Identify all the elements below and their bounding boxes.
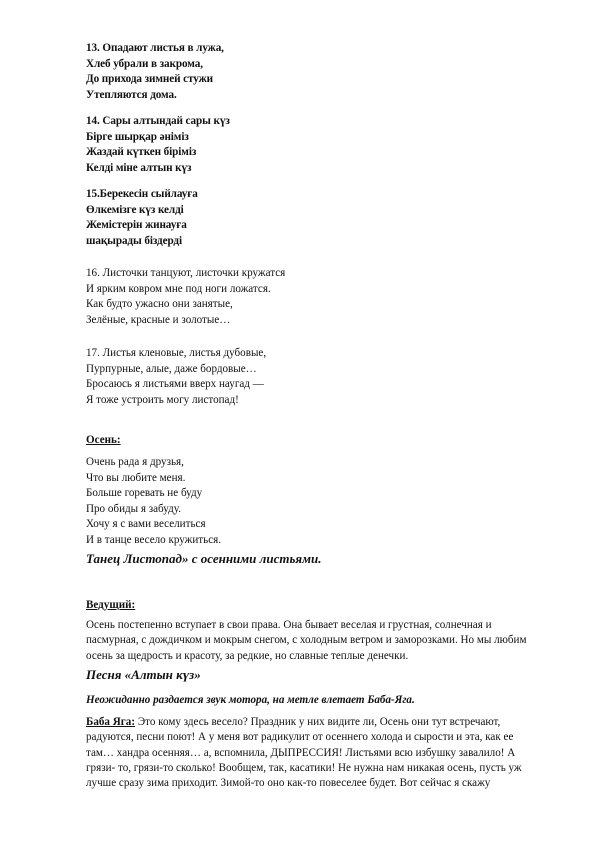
osen-verse <box>86 455 221 549</box>
speaker-label-vedushchiy <box>86 598 135 614</box>
stanza-line: И ярким ковром мне под ноги ложатся. <box>86 282 271 295</box>
poem-stanza-16 <box>86 266 285 328</box>
stanza-line: 16. Листочки танцуют, листочки кружатся <box>86 267 286 279</box>
dance-heading: Танец Листопад» с осенними листьями. <box>86 551 322 566</box>
poem-stanza-15 <box>86 187 198 249</box>
stanza-line: Бросаюсь я листьями вверх наугад — <box>86 378 264 391</box>
speaker-label: Осень: <box>86 434 121 446</box>
stanza-line: 13. Опадают листья в лужа, <box>86 42 224 54</box>
stanza-line: 15.Берекесін сыйлауға <box>86 188 198 200</box>
speaker-label: Ведущий: <box>86 599 136 611</box>
baba-yaga-paragraph <box>86 715 531 791</box>
stanza-line: 17. Листья кленовые, листья дубовые, <box>86 347 267 359</box>
stanza-line: Жаздай күткен біріміз <box>86 146 197 159</box>
verse-line: Хочу я с вами веселиться <box>86 518 206 531</box>
stanza-line: Хлеб убрали в закрома, <box>86 57 203 70</box>
stanza-line: Утепляются дома. <box>86 88 177 101</box>
stanza-line: Бірге шырқар әніміз <box>86 130 189 143</box>
verse-line: Про обиды я забуду. <box>86 502 181 515</box>
poem-stanza-13 <box>86 41 224 103</box>
stanza-line: шақырады біздерді <box>86 234 182 247</box>
stanza-line: Пурпурные, алые, даже бордовые… <box>86 362 257 375</box>
speaker-label: Баба Яга: <box>86 716 136 728</box>
stanza-line: Келді міне алтын күз <box>86 161 192 174</box>
poem-stanza-17 <box>86 346 266 408</box>
verse-line: И в танце весело кружиться. <box>86 533 221 546</box>
stage-direction: Неожиданно раздается звук мотора, на метле влетает Баба-Яга. <box>86 694 415 706</box>
baba-yaga-text: Это кому здесь весело? Праздник у них видите ли, Осень они тут встречают, радуются, песни поют! А у меня вот радикулит от осеннего холода и сырости и эта, как ее там… хандра осенняя… а, вспомнила, ДЫПРЕССИЯ! Листьями всю избушку завалило! А грязи- то, грязи-то сколько! Вообщем, так, касатики! Не нужна нам никакая осень, пусть уж лучше сразу зима приходит. Зимой-то оно как-то повеселее будет. Вот сейчас я скажу <box>86 716 522 790</box>
speaker-label-osen <box>86 433 121 449</box>
verse-line: Больше горевать не буду <box>86 487 203 500</box>
stanza-line: До прихода зимней стужи <box>86 73 213 86</box>
poem-stanza-14 <box>86 114 230 176</box>
stanza-line: Зелёные, красные и золотые… <box>86 313 231 326</box>
stanza-line: 14. Сары алтындай сары күз <box>86 115 230 127</box>
stanza-line: Как будто ужасно они занятые, <box>86 298 233 311</box>
stanza-line: Жемістерін жинауға <box>86 219 187 232</box>
vedushchiy-paragraph: Осень постепенно вступает в свои права. Она бывает веселая и грустная, солнечная и пасмурная, с дождичком и мокрым снегом, с холодным ветром и заморозками. Но мы любим осень за щедрость и красоту, за редкие, но славные теплые денечки. <box>86 619 527 662</box>
stanza-line: Я тоже устроить могу листопад! <box>86 393 239 406</box>
song-heading: Песня «Алтын күз» <box>86 667 201 682</box>
stanza-line: Өлкемізге күз келді <box>86 203 184 216</box>
verse-line: Очень рада я друзья, <box>86 456 184 468</box>
verse-line: Что вы любите меня. <box>86 471 186 484</box>
